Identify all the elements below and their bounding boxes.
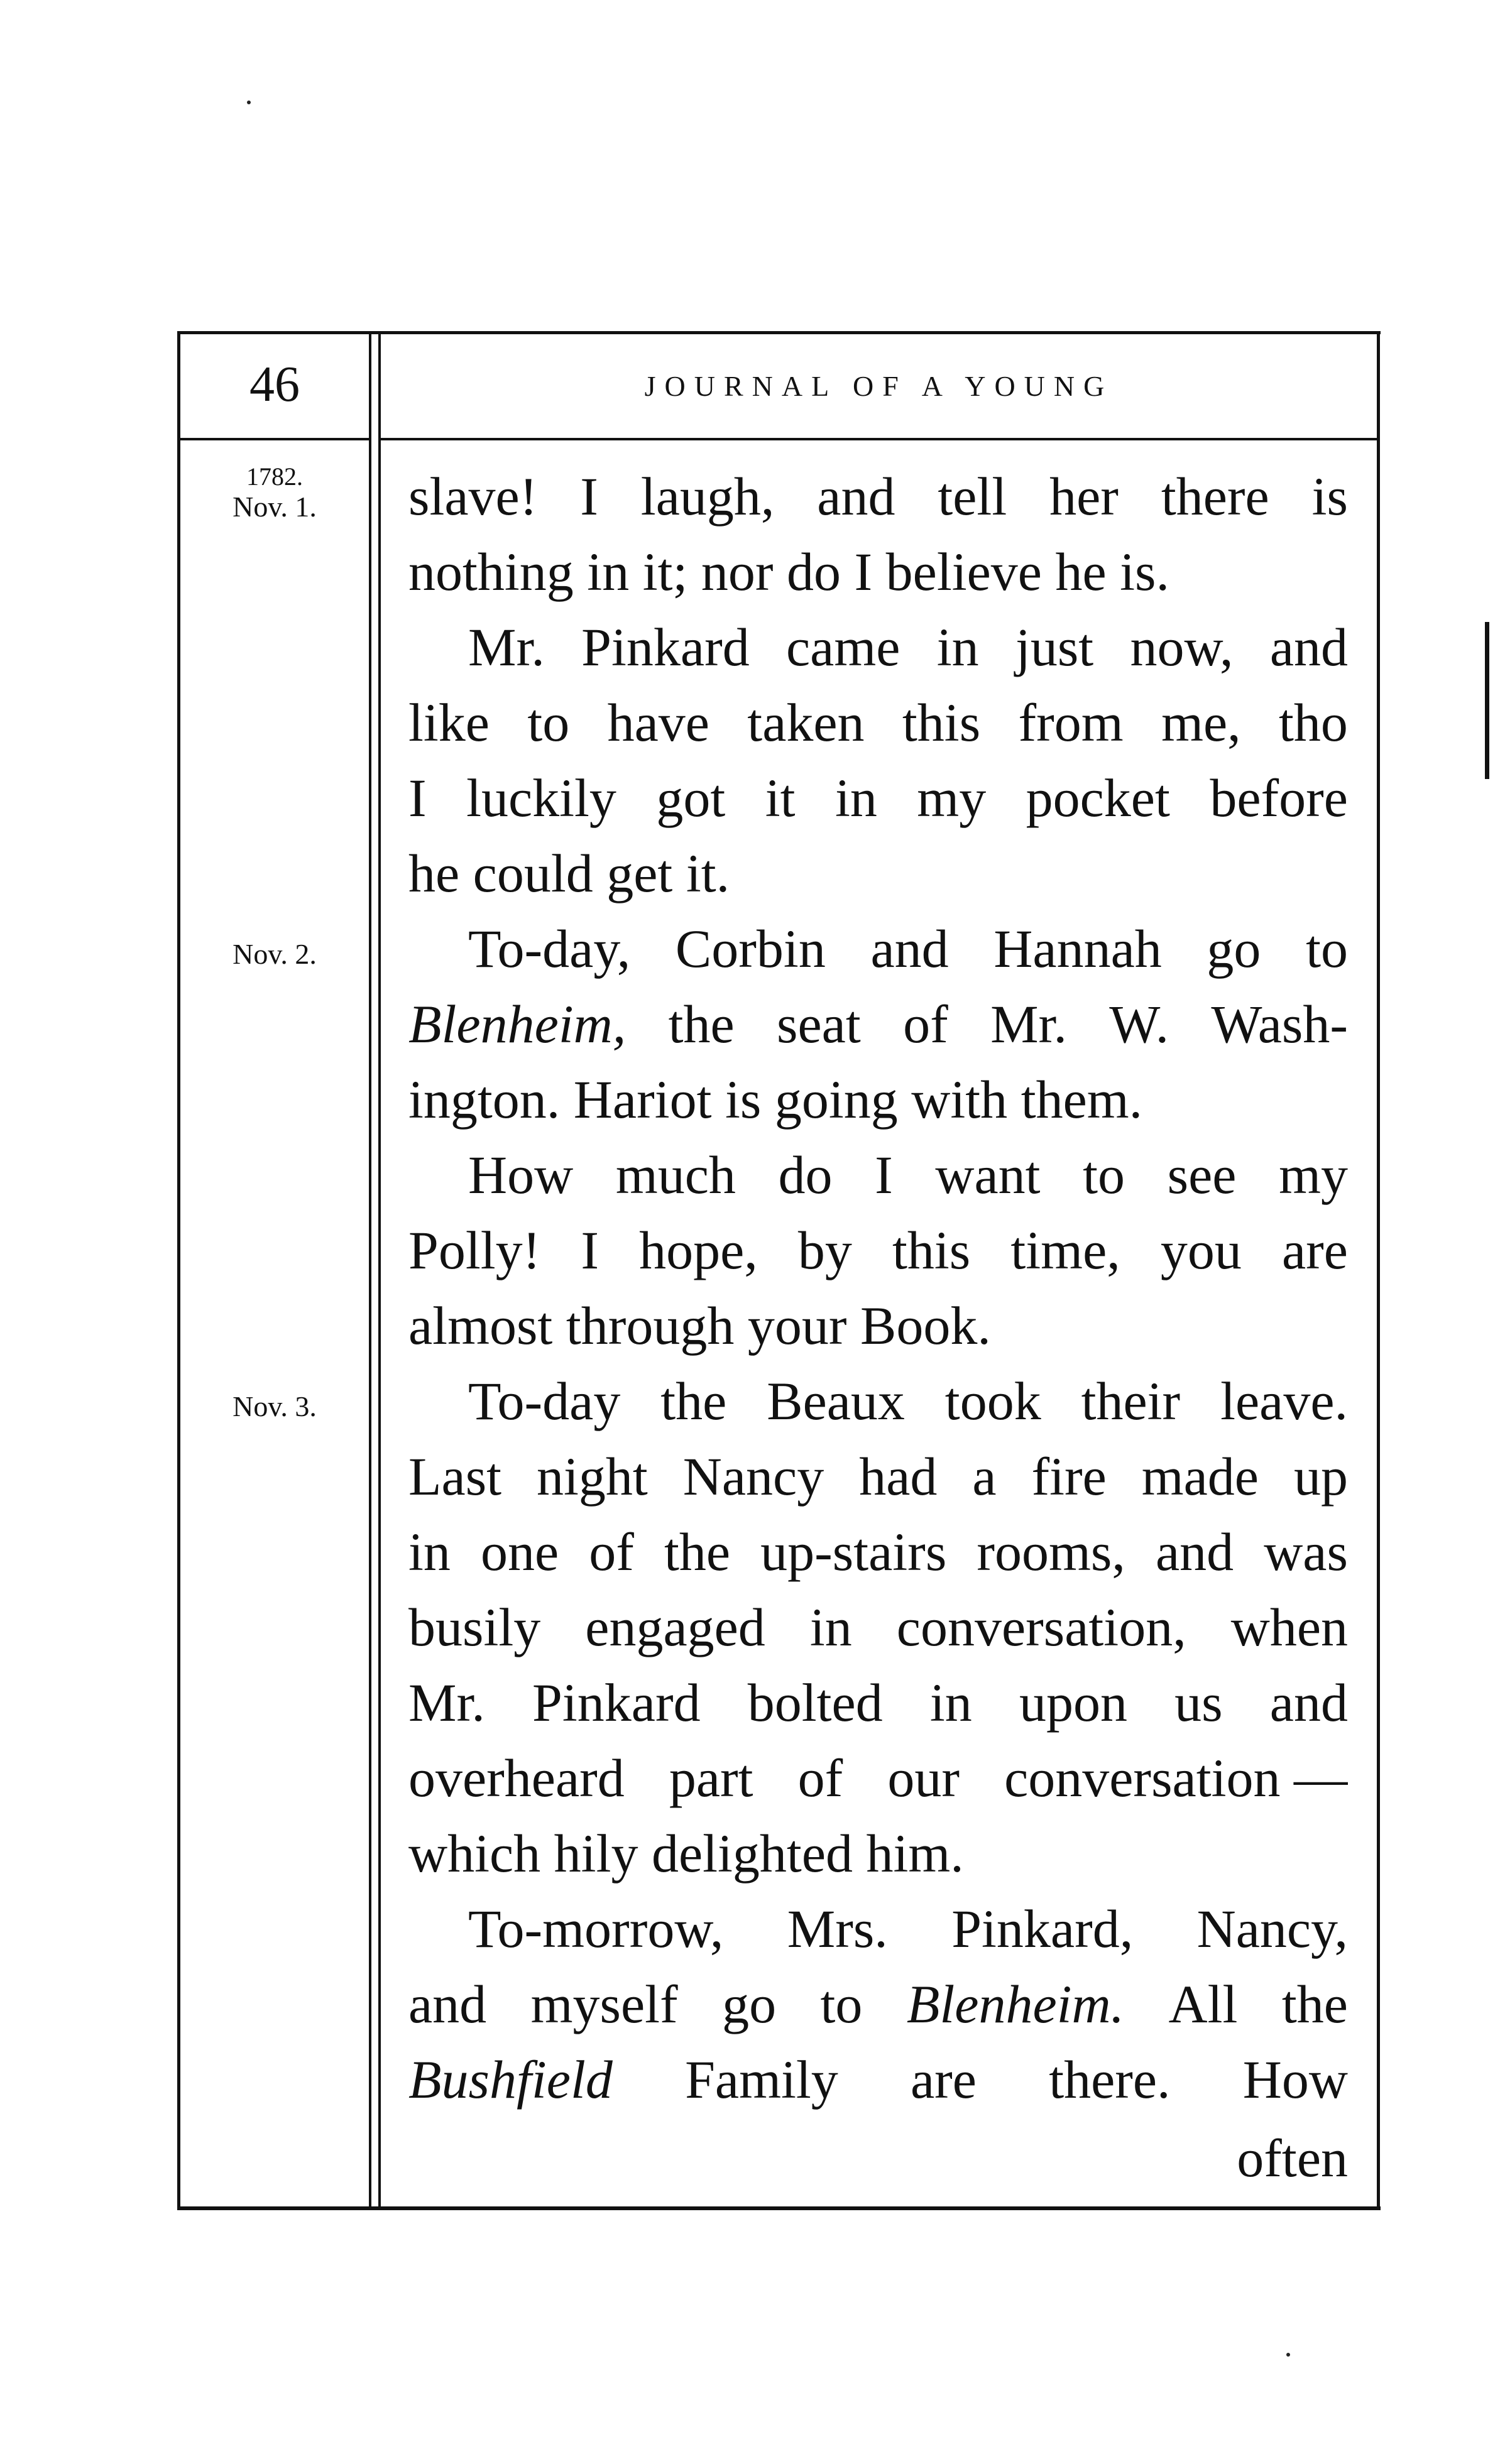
word: before [1210, 768, 1348, 828]
frame-top-rule [177, 331, 1381, 334]
word: I [854, 542, 873, 602]
word: Mr. [408, 1672, 485, 1733]
word: tell [938, 466, 1007, 526]
word: got [656, 768, 726, 828]
word: get [606, 843, 673, 903]
word: nothing [408, 542, 574, 602]
word: Mr. [468, 617, 545, 677]
margin-date: Nov. 1. [233, 491, 317, 523]
frame-left-rule [177, 331, 180, 2210]
word: in [835, 768, 877, 828]
word: the [660, 1371, 727, 1431]
word: to [1083, 1145, 1125, 1205]
margin-note-nov-3 [180, 1392, 369, 1422]
word: Pinkard, [951, 1899, 1134, 1959]
word: and [1155, 1522, 1234, 1582]
word: my [1279, 1145, 1348, 1205]
word: are [910, 2049, 977, 2110]
word: in [587, 542, 630, 602]
text-line [408, 1294, 1348, 1357]
word: and [1269, 617, 1348, 677]
word: W. [1109, 994, 1169, 1054]
word: myself [530, 1974, 678, 2034]
word: her [1049, 466, 1119, 526]
word: fire [1031, 1446, 1107, 1507]
word: in [408, 1522, 451, 1582]
word: of [797, 1748, 843, 1808]
text-line [408, 766, 1348, 829]
word: your [747, 1295, 847, 1356]
text-line [408, 465, 1348, 528]
word: Mrs. [787, 1899, 888, 1959]
word: hily [554, 1823, 638, 1883]
word: you [1160, 1220, 1242, 1280]
word: rooms, [977, 1522, 1125, 1582]
word: in [936, 617, 979, 677]
word: of [903, 994, 948, 1054]
word: is [725, 1069, 762, 1130]
text-line [408, 842, 1348, 905]
word: tho [1279, 692, 1348, 753]
word: now, [1130, 617, 1234, 677]
word: How [1242, 2049, 1348, 2110]
text-line [408, 1219, 1348, 1282]
margin-note-nov-2 [180, 939, 369, 969]
frame-right-rule [1377, 331, 1380, 2210]
text-line [408, 917, 1348, 980]
word: up [1293, 1446, 1348, 1507]
word: could [473, 843, 593, 903]
word: nor [701, 542, 774, 602]
word: often [1237, 2128, 1348, 2188]
word: Pinkard [532, 1672, 701, 1733]
word: a [972, 1446, 997, 1507]
word: and [817, 466, 895, 526]
text-line [408, 1747, 1348, 1809]
word: almost [408, 1295, 553, 1356]
word: when [1230, 1597, 1348, 1657]
word: Last [408, 1446, 502, 1507]
word: him. [866, 1823, 964, 1883]
word: have [607, 692, 709, 753]
word: are [1281, 1220, 1348, 1280]
word: upon [1019, 1672, 1127, 1733]
word: is. [1120, 542, 1170, 602]
word: delighted [651, 1823, 853, 1883]
word: Family [685, 2049, 838, 2110]
word: bolted [747, 1672, 883, 1733]
word: leave. [1220, 1371, 1348, 1431]
text-line [408, 1445, 1348, 1508]
speck-mark [247, 101, 251, 104]
word: Pinkard [581, 617, 750, 677]
word: luckily [466, 768, 616, 828]
word: like [408, 692, 490, 753]
margin-divider-rule [369, 331, 371, 2210]
margin-date: Nov. 2. [233, 938, 317, 970]
word: it; [642, 542, 688, 602]
word: he [1055, 542, 1107, 602]
word: Wash- [1211, 994, 1348, 1054]
word: and [870, 919, 949, 979]
edge-mark [1485, 622, 1489, 779]
word: through [566, 1295, 735, 1356]
word: one [480, 1522, 559, 1582]
word: to [527, 692, 570, 753]
word: there [1161, 466, 1269, 526]
word: the [1281, 1974, 1348, 2034]
word: Blenheim. [906, 1974, 1125, 2034]
word: made [1141, 1446, 1259, 1507]
word: and [408, 1974, 487, 2034]
word: from [1018, 692, 1124, 753]
word: Hannah [993, 919, 1162, 979]
word: To-day [468, 1371, 621, 1431]
word: them. [1021, 1069, 1143, 1130]
word: hope, [639, 1220, 758, 1280]
word: the [668, 994, 735, 1054]
header-underline-left [180, 438, 369, 440]
word: To-morrow, [468, 1899, 724, 1959]
word: I [581, 1220, 599, 1280]
word: which [408, 1823, 541, 1883]
text-line [408, 1671, 1348, 1734]
word: time, [1010, 1220, 1120, 1280]
word: their [1081, 1371, 1181, 1431]
word: had [859, 1446, 938, 1507]
text-line [408, 1143, 1348, 1206]
word: this [902, 692, 981, 753]
text-line [408, 1596, 1348, 1659]
word: taken [747, 692, 865, 753]
word: Mr. [990, 994, 1067, 1054]
word: me, [1161, 692, 1241, 753]
text-line [408, 1897, 1348, 1960]
word: it. [686, 843, 730, 903]
word: believe [885, 542, 1042, 602]
word: by [797, 1220, 852, 1280]
word: busily [408, 1597, 541, 1657]
word: All [1168, 1974, 1238, 2034]
word: our [887, 1748, 960, 1808]
word: much [615, 1145, 736, 1205]
word: Blenheim, [408, 994, 627, 1054]
word: go [722, 1974, 777, 2034]
word: to [820, 1974, 863, 2034]
text-line [408, 691, 1348, 754]
word: do [787, 542, 841, 602]
word: How [468, 1145, 574, 1205]
word: laugh, [640, 466, 775, 526]
header-underline-right [381, 438, 1377, 440]
text-line [408, 2048, 1348, 2111]
word: the [664, 1522, 731, 1582]
text-line [408, 1370, 1348, 1432]
text-line [408, 616, 1348, 679]
word: us [1174, 1672, 1223, 1733]
word: do [778, 1145, 833, 1205]
word: Corbin [675, 919, 826, 979]
word: see [1167, 1145, 1237, 1205]
word: up-stairs [760, 1522, 947, 1582]
word: I [875, 1145, 893, 1205]
word: there. [1049, 2049, 1171, 2110]
word: Beaux [767, 1371, 905, 1431]
text-line [408, 2127, 1348, 2189]
margin-date: Nov. 3. [233, 1390, 317, 1422]
word: I [580, 466, 598, 526]
word: Book. [860, 1295, 991, 1356]
word: conversation, [896, 1597, 1186, 1657]
text-line [408, 1822, 1348, 1885]
frame-bottom-rule [177, 2206, 1381, 2210]
word: Bushfield [408, 2049, 613, 2110]
word: Hariot [573, 1069, 712, 1130]
word: To-day, [468, 919, 631, 979]
margin-year: 1782. [246, 462, 303, 491]
word: conversation — [1004, 1748, 1348, 1808]
word: in [809, 1597, 852, 1657]
word: Nancy [682, 1446, 824, 1507]
word: he [408, 843, 460, 903]
word: to [1306, 919, 1348, 979]
word: it [765, 768, 796, 828]
word: was [1264, 1522, 1348, 1582]
word: in [929, 1672, 972, 1733]
text-line [408, 1068, 1348, 1131]
word: with [911, 1069, 1008, 1130]
word: I [408, 768, 427, 828]
text-line [408, 540, 1348, 603]
word: Nancy, [1196, 1899, 1348, 1959]
word: night [537, 1446, 648, 1507]
running-head: JOURNAL OF A YOUNG [644, 370, 1114, 402]
word: is [1311, 466, 1348, 526]
text-line [408, 993, 1348, 1055]
word: pocket [1026, 768, 1170, 828]
word: ington. [408, 1069, 561, 1130]
word: seat [777, 994, 861, 1054]
word: my [917, 768, 987, 828]
word: slave! [408, 466, 538, 526]
word: overheard [408, 1748, 625, 1808]
word: engaged [585, 1597, 765, 1657]
margin-divider-rule-inner [378, 331, 381, 2210]
word: Polly! [408, 1220, 541, 1280]
page-number: 46 [249, 357, 300, 412]
word: part [669, 1748, 753, 1808]
text-line [408, 1520, 1348, 1583]
word: just [1015, 617, 1094, 677]
word: and [1269, 1672, 1348, 1733]
text-line [408, 1973, 1348, 2036]
word: going [774, 1069, 898, 1130]
word: go [1207, 919, 1261, 979]
word: want [935, 1145, 1041, 1205]
word: took [944, 1371, 1041, 1431]
speck-mark [1286, 2353, 1290, 2357]
word: came [786, 617, 900, 677]
margin-note-nov-1 [180, 462, 369, 522]
word: this [892, 1220, 971, 1280]
word: of [589, 1522, 634, 1582]
